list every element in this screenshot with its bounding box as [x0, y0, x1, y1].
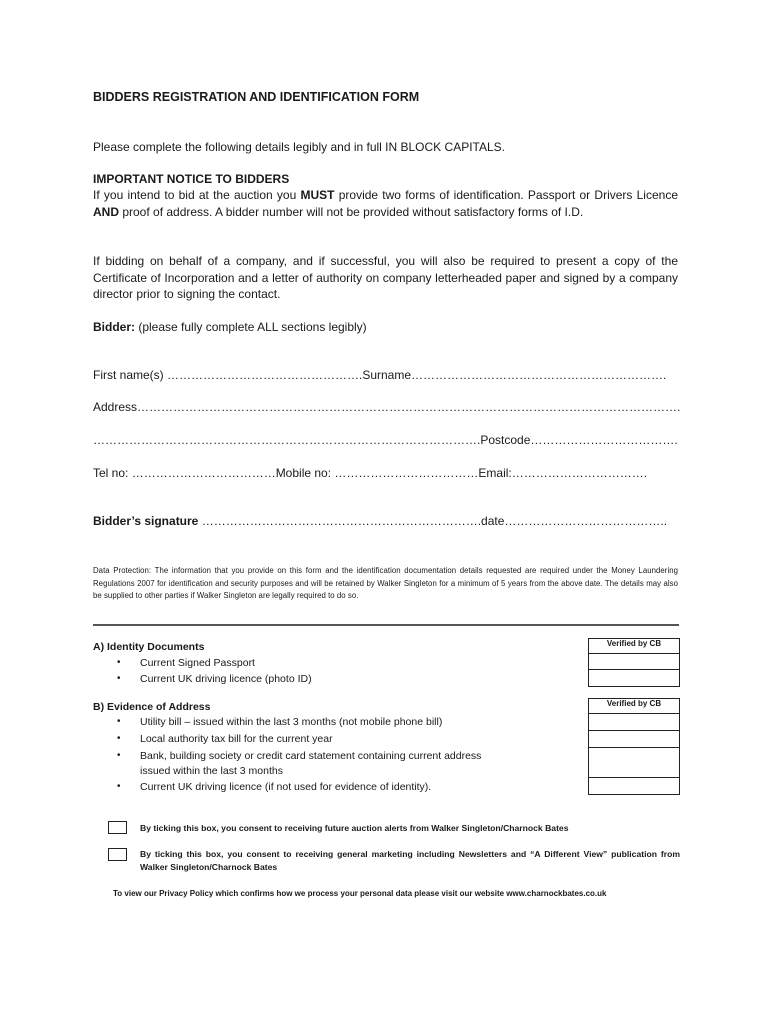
verify-cell[interactable]	[589, 654, 680, 670]
verified-table-b	[588, 698, 680, 795]
bullet: •	[117, 673, 121, 684]
verify-cell[interactable]	[589, 778, 680, 795]
list-item: Utility bill – issued within the last 3 months (not mobile phone bill)	[140, 716, 443, 728]
section-divider	[93, 624, 679, 626]
section-a-heading: A) Identity Documents	[93, 641, 205, 653]
notice-paragraph-id: If you intend to bid at the auction you MUST provide two forms of identification. Passport or Drivers Licence AND proof of address. A bidder number will not be provided without satisfactory forms of I.D.	[93, 188, 678, 219]
data-protection-notice: Data Protection: The information that you provide on this form and the identification documentation details requested are required under the Money Laundering Regulations 2007 for identification and security purposes and will be retained by Walker Singleton for a minimum of 5 years from the above date. The details may also be supplied to other parties if Walker Singleton are legally required to do so.	[93, 566, 678, 600]
list-item: Bank, building society or credit card statement containing current address	[140, 750, 482, 762]
verify-cell[interactable]	[589, 748, 680, 778]
contact-fields[interactable]: Tel no: ………………………………Mobile no: ………………………………Email:…………………………….	[93, 466, 648, 480]
alerts-consent-label: By ticking this box, you consent to receiving future auction alerts from Walker Singleton/Charnock Bates	[140, 823, 569, 833]
notice-paragraph-company: If bidding on behalf of a company, and if successful, you will also be required to present a copy of the Certificate of Incorporation and a letter of authority on company letterheaded paper and signed by a company director prior to signing the contact.	[93, 254, 678, 301]
intro-text: Please complete the following details legibly and in full IN BLOCK CAPITALS.	[93, 140, 505, 154]
bullet: •	[117, 733, 121, 744]
list-item: Current UK driving licence (photo ID)	[140, 673, 312, 685]
list-item-continuation: issued within the last 3 months	[140, 765, 283, 777]
bullet: •	[117, 750, 121, 761]
name-fields[interactable]: First name(s) ………………………………………….Surname……………………………………………………….	[93, 368, 667, 382]
verify-cell[interactable]	[589, 670, 680, 687]
verified-header: Verified by CB	[589, 699, 680, 714]
section-b-heading: B) Evidence of Address	[93, 701, 211, 713]
marketing-consent-checkbox[interactable]	[108, 848, 127, 861]
bullet: •	[117, 781, 121, 792]
verified-table-a	[588, 638, 680, 687]
signature-field[interactable]: Bidder’s signature …………………………………………………………….date…………………………………..	[93, 514, 668, 528]
privacy-policy-note: To view our Privacy Policy which confirms how we process your personal data please visit our website www.charnockbates.co.uk	[113, 889, 607, 898]
verified-header: Verified by CB	[589, 639, 680, 654]
list-item: Current Signed Passport	[140, 657, 255, 669]
alerts-consent-checkbox[interactable]	[108, 821, 127, 834]
bullet: •	[117, 657, 121, 668]
notice-heading: IMPORTANT NOTICE TO BIDDERS	[93, 172, 290, 186]
bidder-instruction: Bidder: (please fully complete ALL sections legibly)	[93, 320, 367, 334]
form-title: BIDDERS REGISTRATION AND IDENTIFICATION FORM	[93, 90, 420, 104]
list-item: Current UK driving licence (if not used for evidence of identity).	[140, 781, 432, 793]
postcode-field[interactable]: …………………………………………………………………………………….Postcode……………………………….	[93, 433, 678, 447]
bullet: •	[117, 716, 121, 727]
address-field[interactable]: Address……………………………………………………………………………………………………………………….	[93, 400, 681, 414]
verify-cell[interactable]	[589, 731, 680, 748]
verify-cell[interactable]	[589, 714, 680, 731]
marketing-consent-label: By ticking this box, you consent to receiving general marketing including Newsletters and “A Different View” publication from Walker Singleton/Charnock Bates	[140, 849, 680, 872]
list-item: Local authority tax bill for the current year	[140, 733, 333, 745]
